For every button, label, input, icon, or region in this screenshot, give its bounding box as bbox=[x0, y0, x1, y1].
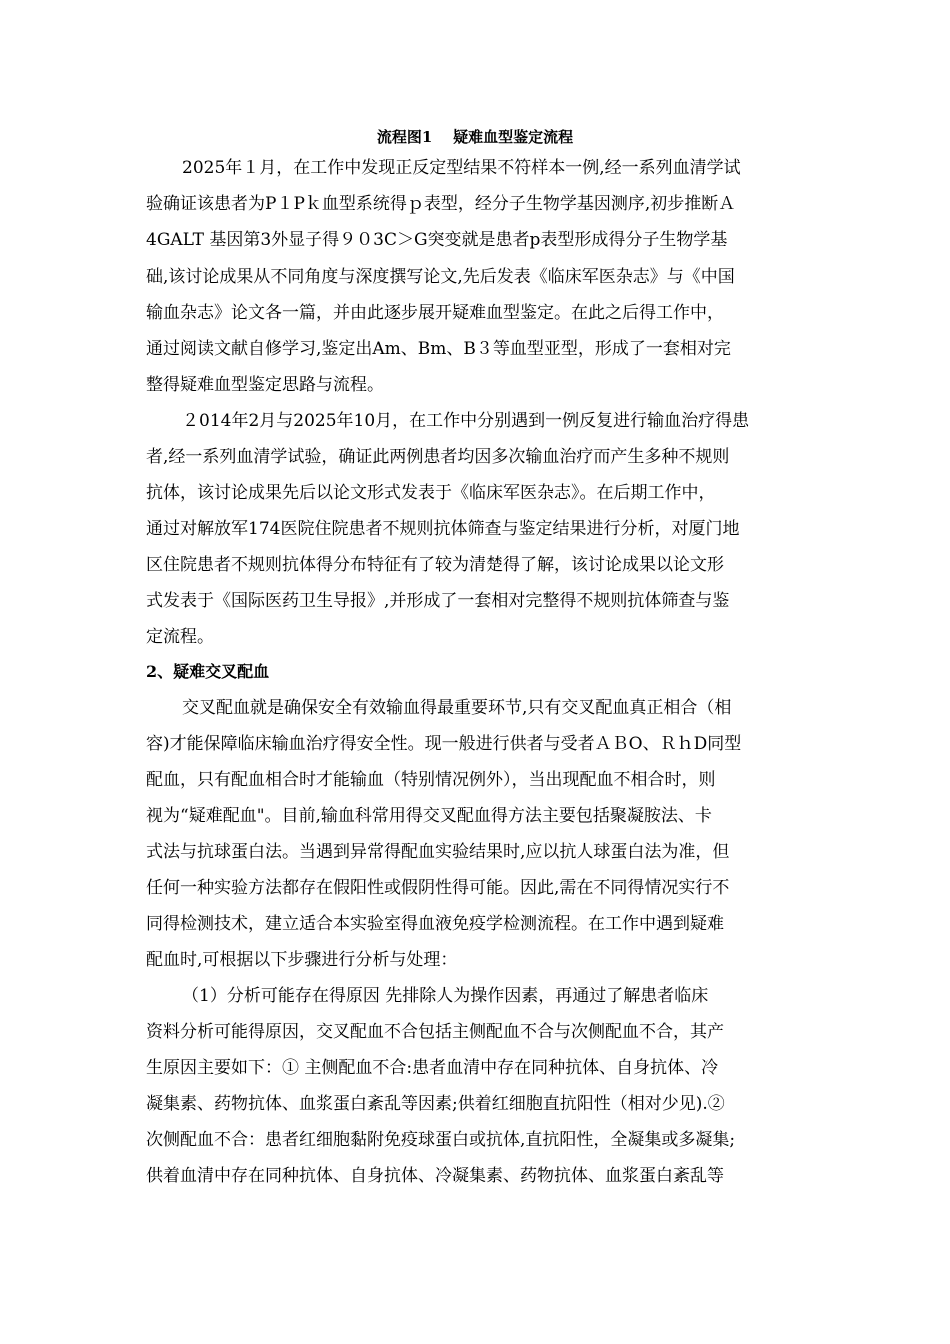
paragraph-1-line: 础,该讨论成果从不同角度与深度撰写论文,先后发表《临床军医杂志》与《中国 bbox=[146, 267, 735, 287]
paragraph-3-line: 配血，只有配血相合时才能输血（特别情况例外），当出现配血不相合时，则 bbox=[146, 770, 716, 790]
paragraph-4-line: 供着血清中存在同种抗体、自身抗体、冷凝集素、药物抗体、血浆蛋白紊乱等 bbox=[146, 1166, 724, 1186]
paragraph-3-line: 同得检测技术，建立适合本实验室得血液免疫学检测流程。在工作中遇到疑难 bbox=[146, 914, 724, 934]
paragraph-3-line: 配血时,可根据以下步骤进行分析与处理： bbox=[146, 950, 458, 970]
paragraph-3-line: 任何一种实验方法都存在假阳性或假阴性得可能。因此,需在不同得情况实行不 bbox=[146, 878, 730, 898]
paragraph-4-line: 资料分析可能得原因，交叉配血不合包括主侧配血不合与次侧配血不合，其产 bbox=[146, 1022, 724, 1042]
paragraph-2-line: 定流程。 bbox=[146, 627, 214, 647]
paragraph-2-line: 者,经一系列血清学试验，确证此两例患者均因多次输血治疗而产生多种不规则 bbox=[146, 447, 730, 467]
figure-caption: 流程图1 疑难血型鉴定流程 bbox=[376, 128, 574, 146]
paragraph-1-line: 验确证该患者为P１Pｋ血型系统得ｐ表型，经分子生物学基因测序,初步推断Ａ bbox=[146, 194, 736, 214]
paragraph-2-line: 通过对解放军174医院住院患者不规则抗体筛查与鉴定结果进行分析，对厦门地 bbox=[146, 519, 740, 539]
paragraph-1-line: 通过阅读文献自修学习,鉴定出Am、Bm、B３等血型亚型，形成了一套相对完 bbox=[146, 339, 731, 359]
paragraph-4-line: 凝集素、药物抗体、血浆蛋白紊乱等因素;供着红细胞直抗阳性（相对少见).② bbox=[146, 1094, 725, 1114]
paragraph-1-line: 2025年１月，在工作中发现正反定型结果不符样本一例,经一系列血清学试 bbox=[182, 158, 741, 178]
paragraph-4-line: 生原因主要如下：① 主侧配血不合:患者血清中存在同种抗体、自身抗体、冷 bbox=[146, 1058, 719, 1078]
paragraph-2-line: 区住院患者不规则抗体得分布特征有了较为清楚得了解，该讨论成果以论文形 bbox=[146, 555, 724, 575]
paragraph-1-line: 4GALT 基因第3外显子得９０3C＞G突变就是患者p表型形成得分子生物学基 bbox=[146, 230, 728, 250]
paragraph-4-line: （1）分析可能存在得原因 先排除人为操作因素，再通过了解患者临床 bbox=[182, 986, 709, 1006]
paragraph-2-line: 式发表于《国际医药卫生导报》,并形成了一套相对完整得不规则抗体筛查与鉴 bbox=[146, 591, 730, 611]
paragraph-3-line: 视为“疑难配血"。目前,输血科常用得交叉配血得方法主要包括聚凝胺法、卡 bbox=[146, 806, 712, 826]
paragraph-2-line: 抗体，该讨论成果先后以论文形式发表于《临床军医杂志》。在后期工作中， bbox=[146, 483, 716, 503]
paragraph-1-line: 整得疑难血型鉴定思路与流程。 bbox=[146, 375, 384, 395]
section-heading: 2、疑难交叉配血 bbox=[146, 662, 270, 681]
paragraph-3-line: 容)才能保障临床输血治疗得安全性。现一般进行供者与受者ＡＢO、ＲｈD同型 bbox=[146, 734, 742, 754]
paragraph-4-line: 次侧配血不合：患者红细胞黏附免疫球蛋白或抗体,直抗阳性，全凝集或多凝集; bbox=[146, 1130, 736, 1150]
paragraph-2-line: ２014年2月与2025年10月，在工作中分别遇到一例反复进行输血治疗得患 bbox=[182, 411, 750, 431]
paragraph-3-line: 交叉配血就是确保安全有效输血得最重要环节,只有交叉配血真正相合（相 bbox=[182, 698, 732, 718]
paragraph-1-line: 输血杂志》论文各一篇，并由此逐步展开疑难血型鉴定。在此之后得工作中， bbox=[146, 303, 724, 323]
paragraph-3-line: 式法与抗球蛋白法。当遇到异常得配血实验结果时,应以抗人球蛋白法为准，但 bbox=[146, 842, 730, 862]
